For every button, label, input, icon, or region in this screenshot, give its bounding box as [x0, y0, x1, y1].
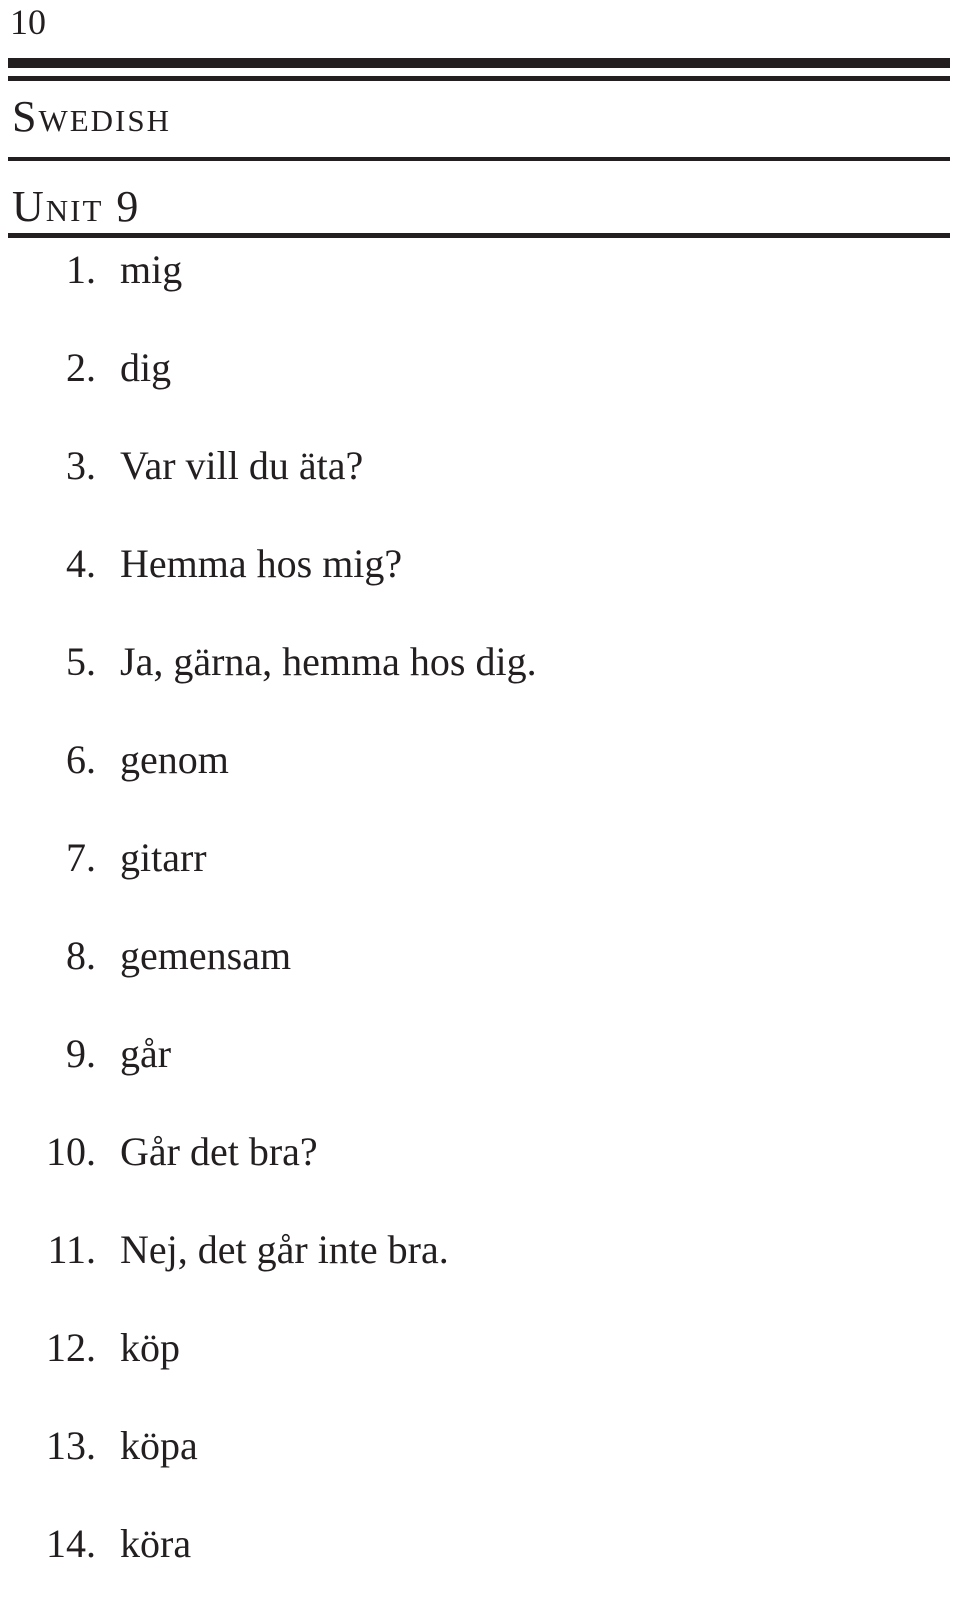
list-item	[0, 635, 960, 733]
item-number: 4.	[66, 541, 96, 586]
item-number: 6.	[66, 737, 96, 782]
unit-title: Unit 9	[12, 182, 141, 231]
item-text: Går det bra?	[120, 1129, 318, 1174]
section-title: Swedish	[12, 92, 172, 141]
item-text: genom	[120, 737, 229, 782]
item-text: Ja, gärna, hemma hos dig.	[120, 639, 537, 684]
item-number: 2.	[66, 345, 96, 390]
item-text: Nej, det går inte bra.	[120, 1227, 449, 1272]
item-text: köp	[120, 1325, 180, 1370]
item-text: dig	[120, 345, 172, 390]
item-text: gemensam	[120, 933, 292, 978]
item-number: 5.	[66, 639, 96, 684]
header-rule-thick	[8, 58, 950, 68]
page-number: 10	[10, 2, 46, 42]
item-text: köra	[120, 1521, 192, 1566]
item-text: Var vill du äta?	[120, 443, 364, 488]
list-item	[0, 341, 960, 439]
item-text: går	[120, 1031, 172, 1076]
list-item	[0, 1517, 960, 1615]
item-text: mig	[120, 247, 183, 292]
item-number: 14.	[46, 1521, 96, 1566]
item-text: köpa	[120, 1423, 198, 1468]
item-number: 13.	[46, 1423, 96, 1468]
item-number: 3.	[66, 443, 96, 488]
list-item	[0, 1321, 960, 1419]
item-number: 12.	[46, 1325, 96, 1370]
item-text: gitarr	[120, 835, 207, 880]
list-item	[0, 733, 960, 831]
list-item	[0, 1419, 960, 1517]
item-text: Hemma hos mig?	[120, 541, 403, 586]
list-item	[0, 1125, 960, 1223]
list-item	[0, 1223, 960, 1321]
unit-divider	[8, 233, 950, 238]
item-number: 7.	[66, 835, 96, 880]
item-number: 8.	[66, 933, 96, 978]
header-rule-thin	[8, 76, 950, 81]
list-item	[0, 1027, 960, 1125]
item-number: 11.	[47, 1227, 96, 1272]
answer-list	[0, 243, 960, 1615]
list-item	[0, 243, 960, 341]
list-item	[0, 537, 960, 635]
list-item	[0, 929, 960, 1027]
section-divider	[8, 157, 950, 161]
list-item	[0, 439, 960, 537]
item-number: 10.	[46, 1129, 96, 1174]
list-item	[0, 831, 960, 929]
item-number: 1.	[66, 247, 96, 292]
item-number: 9.	[66, 1031, 96, 1076]
